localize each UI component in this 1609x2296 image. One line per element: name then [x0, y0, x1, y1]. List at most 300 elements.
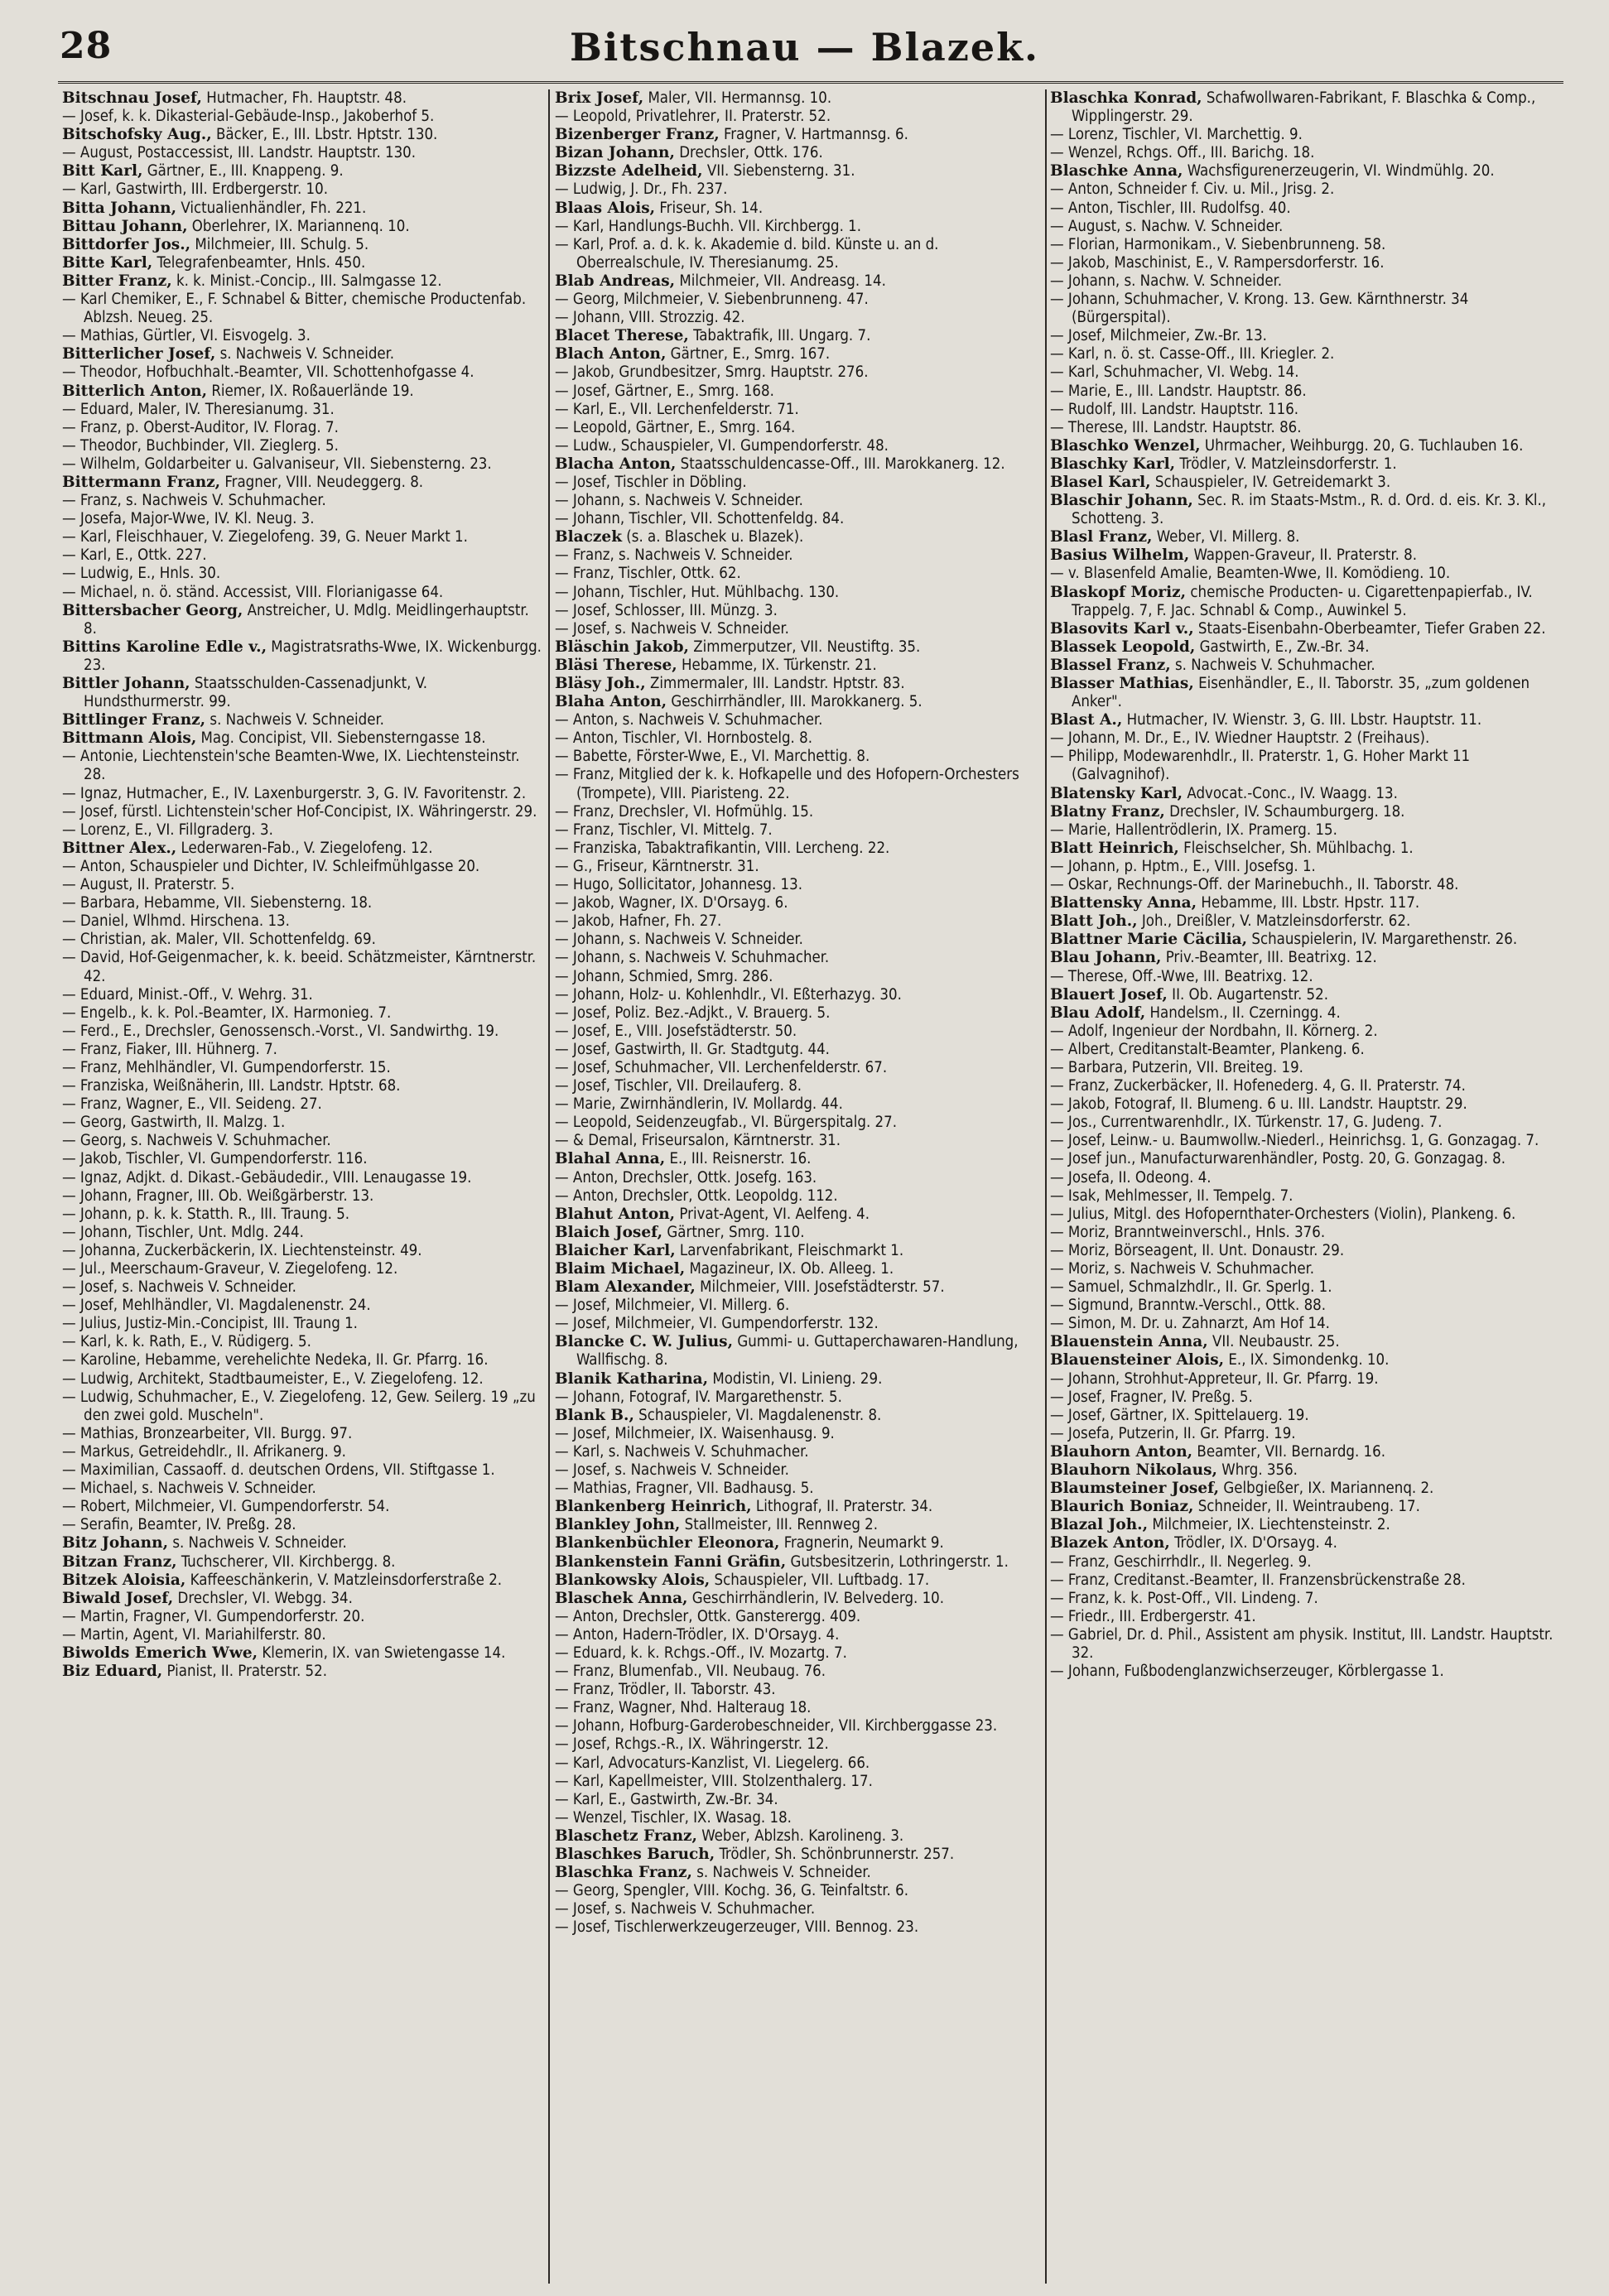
entry-text: — Johann, p. Hptm., E., VIII. Josefsg. 1.: [1050, 857, 1316, 875]
entry-text: — Jakob, Maschinist, E., V. Rampersdorferstr. 16.: [1050, 253, 1385, 272]
directory-entry: [1050, 1407, 1557, 1425]
directory-entry: [62, 912, 542, 931]
entry-text: — Johann, Schuhmacher, V. Krong. 13. Gew. Kärnthnerstr. 34 (Bürgerspital).: [1050, 291, 1469, 327]
directory-entry: [62, 144, 542, 162]
entry-text: — Ignaz, Adjkt. d. Dikast.-Gebäudedir., VIII. Lenaugasse 19.: [62, 1168, 472, 1187]
directory-entry: [62, 1663, 542, 1681]
entry-text: Oberlehrer, IX. Mariannenq. 10.: [187, 217, 410, 235]
entry-text: — Franz, k. k. Post-Off., VII. Lindeng. 7.: [1050, 1589, 1318, 1607]
entry-text: — Jakob, Wagner, IX. D'Orsayg. 6.: [555, 894, 788, 912]
entry-text: — Eduard, Minist.-Off., V. Wehrg. 31.: [62, 985, 313, 1004]
directory-entry: [62, 1498, 542, 1516]
directory-entry: [555, 1150, 1043, 1168]
directory-entry: [62, 638, 542, 675]
entry-text: — Gabriel, Dr. d. Phil., Assistent am physik. Institut, III. Landstr. Hauptstr. 32.: [1050, 1625, 1554, 1662]
directory-entry: [555, 1516, 1043, 1534]
directory-entry: [1050, 218, 1557, 236]
entry-headword: Blaschka Franz,: [555, 1864, 692, 1882]
entry-text: Friseur, Sh. 14.: [655, 199, 764, 217]
directory-entry: [1050, 1242, 1557, 1260]
entry-text: Gastwirth, E., Zw.-Br. 34.: [1195, 638, 1370, 656]
entry-text: — Babette, Förster-Wwe, E., VI. Marchettig. 8.: [555, 748, 870, 766]
directory-entry: [1050, 89, 1557, 126]
directory-entry: [1050, 1663, 1557, 1681]
entry-headword: Blatt Joh.,: [1050, 912, 1138, 931]
directory-entry: [555, 1260, 1043, 1278]
directory-entry: [555, 363, 1043, 382]
entry-text: — Josef, Milchmeier, IX. Waisenhausg. 9.: [555, 1424, 835, 1442]
entry-text: — Josefa, Putzerin, II. Gr. Pfarrg. 19.: [1050, 1424, 1296, 1442]
entry-text: — Moriz, Branntweinverschl., Hnls. 376.: [1050, 1223, 1326, 1241]
directory-entry: [1050, 1498, 1557, 1516]
directory-entry: [62, 327, 542, 345]
directory-entry: [555, 1242, 1043, 1260]
directory-entry: [555, 181, 1043, 199]
directory-entry: [555, 1077, 1043, 1095]
directory-entry: [62, 1370, 542, 1389]
directory-entry: [1050, 1590, 1557, 1608]
directory-entry: [62, 894, 542, 912]
entry-text: — Franz, Tischler, VI. Mittelg. 7.: [555, 821, 773, 839]
entry-text: — Franz, Mitglied der k. k. Hofkapelle und des Hofopern-Orchesters (Trompete), VIII. Piaristeng. 22.: [555, 766, 1019, 802]
directory-entry: [1050, 345, 1557, 363]
directory-entry: [555, 1297, 1043, 1315]
directory-entry: [555, 1407, 1043, 1425]
entry-text: — Leopold, Gärtner, E., Smrg. 164.: [555, 418, 796, 436]
entry-text: — Johann, Fußbodenglanzwichserzeuger, Körblergasse 1.: [1050, 1663, 1444, 1681]
directory-entry: [62, 785, 542, 803]
directory-entry: [555, 565, 1043, 583]
directory-entry: [1050, 1260, 1557, 1278]
directory-entry: [555, 1278, 1043, 1297]
directory-entry: [555, 620, 1043, 638]
entry-text: (s. a. Blaschek u. Blazek).: [622, 528, 804, 546]
entry-headword: Blacet Therese,: [555, 327, 689, 345]
entry-headword: Bitte Karl,: [62, 253, 153, 272]
directory-entry: [555, 162, 1043, 181]
entry-headword: Bizan Johann,: [555, 144, 675, 162]
directory-entry: [555, 345, 1043, 363]
directory-entry: [555, 657, 1043, 675]
page-number: 28: [60, 25, 113, 67]
entry-text: — Franz, Trödler, II. Taborstr. 43.: [555, 1681, 776, 1699]
directory-entry: [1050, 748, 1557, 784]
directory-entry: [1050, 638, 1557, 657]
entry-text: — Jakob, Fotograf, II. Blumeng. 6 u. III. Landstr. Hauptstr. 29.: [1050, 1095, 1467, 1114]
entry-text: Schneider, II. Weintraubeng. 17.: [1193, 1498, 1420, 1516]
entry-text: — Franz, s. Nachweis V. Schneider.: [555, 546, 793, 565]
entry-text: Handelsm., II. Czerningg. 4.: [1145, 1004, 1341, 1022]
directory-entry: [555, 510, 1043, 528]
entry-headword: Blaskopf Moriz,: [1050, 583, 1187, 601]
entry-text: Wappen-Graveur, II. Praterstr. 8.: [1189, 546, 1418, 565]
entry-headword: Bitter Franz,: [62, 272, 172, 290]
entry-text: — Franz, Wagner, E., VII. Seideng. 27.: [62, 1095, 322, 1114]
entry-text: Hebamme, III. Lbstr. Hpstr. 117.: [1197, 894, 1420, 912]
directory-entry: [62, 1590, 542, 1608]
entry-text: Hutmacher, Fh. Hauptstr. 48.: [201, 89, 407, 107]
directory-entry: [62, 162, 542, 181]
entry-text: — Antonie, Liechtenstein'sche Beamten-Wwe, IX. Liechtensteinstr. 28.: [62, 748, 520, 784]
directory-entry: [555, 1370, 1043, 1389]
directory-entry: [1050, 1297, 1557, 1315]
directory-entry: [62, 254, 542, 272]
entry-text: Milchmeier, III. Schulg. 5.: [190, 235, 369, 253]
entry-text: — Leopold, Seidenzeugfab., VI. Bürgerspitalg. 27.: [555, 1114, 897, 1132]
directory-entry: [555, 1023, 1043, 1041]
entry-text: — Robert, Milchmeier, VI. Gumpendorferstr. 54.: [62, 1498, 390, 1516]
directory-entry: [1050, 840, 1557, 858]
entry-headword: Blatensky Karl,: [1050, 784, 1183, 802]
entry-text: — Karoline, Hebamme, verehelichte Nedeka, II. Gr. Pfarrg. 16.: [62, 1351, 489, 1369]
entry-headword: Blaicher Karl,: [555, 1241, 676, 1259]
entry-text: — Karl Chemiker, E., F. Schnabel & Bitter, chemische Productenfab. Ablzsh. Neueg. 25.: [62, 291, 527, 327]
directory-entry: [555, 1735, 1043, 1754]
entry-headword: Blaumsteiner Josef,: [1050, 1480, 1220, 1498]
directory-entry: [62, 1150, 542, 1168]
entry-text: Privat-Agent, VI. Aelfeng. 4.: [675, 1205, 870, 1223]
entry-text: — Josef, Gärtner, IX. Spittelauerg. 19.: [1050, 1406, 1309, 1424]
directory-entry: [1050, 657, 1557, 675]
entry-headword: Blankenberg Heinrich,: [555, 1498, 752, 1516]
entry-text: — Ignaz, Hutmacher, E., IV. Laxenburgerstr. 3, G. IV. Favoritenstr. 2.: [62, 784, 527, 802]
entry-text: — v. Blasenfeld Amalie, Beamten-Wwe, II. Komödieng. 10.: [1050, 565, 1451, 583]
entry-headword: Blancke C. W. Julius,: [555, 1333, 734, 1351]
entry-text: — Johann, Tischler, Hut. Mühlbachg. 130.: [555, 583, 840, 601]
entry-text: — Franz, Blumenfab., VII. Neubaug. 76.: [555, 1663, 826, 1681]
entry-text: — Rudolf, III. Landstr. Hauptstr. 116.: [1050, 400, 1299, 418]
entry-text: — Moriz, Börseagent, II. Unt. Donaustr. 29.: [1050, 1241, 1345, 1259]
entry-text: Magistratsraths-Wwe, IX. Wickenburgg. 23.: [84, 638, 542, 674]
entry-text: — Georg, Spengler, VIII. Kochg. 36, G. Teinfaltstr. 6.: [555, 1882, 908, 1900]
directory-entry: [555, 1224, 1043, 1242]
entry-text: — Mathias, Fragner, VII. Badhausg. 5.: [555, 1480, 814, 1498]
directory-entry: [1050, 1095, 1557, 1114]
directory-entry: [62, 1242, 542, 1260]
directory-entry: [555, 309, 1043, 327]
directory-entry: [1050, 1425, 1557, 1443]
directory-entry: [555, 840, 1043, 858]
entry-text: — Franz, Drechsler, VI. Hofmühlg. 15.: [555, 802, 814, 821]
entry-headword: Blasel Karl,: [1050, 473, 1151, 491]
entry-headword: Biz Eduard,: [62, 1663, 163, 1681]
directory-entry: [555, 1699, 1043, 1717]
entry-text: — Eduard, Maler, IV. Theresianumg. 31.: [62, 400, 335, 418]
entry-text: — August, s. Nachw. V. Schneider.: [1050, 217, 1284, 235]
entry-text: — Johann, Tischler, Unt. Mdlg. 244.: [62, 1223, 304, 1241]
entry-text: Fragnerin, Neumarkt 9.: [779, 1534, 944, 1552]
entry-headword: Blankenstein Fanni Gräfin,: [555, 1552, 787, 1571]
directory-entry: [62, 291, 542, 327]
entry-text: Staats-Eisenbahn-Oberbeamter, Tiefer Graben 22.: [1193, 619, 1546, 638]
entry-headword: Blattensky Anna,: [1050, 894, 1197, 912]
entry-headword: Blauert Josef,: [1050, 985, 1168, 1004]
entry-text: — Josef, Fragner, IV. Preßg. 5.: [1050, 1388, 1253, 1406]
directory-entry: [62, 840, 542, 858]
entry-text: Zimmerputzer, VII. Neustiftg. 35.: [688, 638, 921, 656]
directory-entry: [1050, 565, 1557, 583]
directory-entry: [555, 1041, 1043, 1059]
entry-headword: Blau Adolf,: [1050, 1004, 1146, 1022]
entry-text: Gutsbesitzerin, Lothringerstr. 1.: [786, 1552, 1009, 1571]
entry-headword: Bittdorfer Jos.,: [62, 235, 191, 253]
entry-text: Victualienhändler, Fh. 221.: [176, 199, 367, 217]
directory-entry: [1050, 858, 1557, 876]
directory-entry: [555, 803, 1043, 821]
entry-text: — Karl, s. Nachweis V. Schuhmacher.: [555, 1442, 809, 1461]
directory-entry: [555, 1827, 1043, 1846]
entry-text: — Michael, s. Nachweis V. Schneider.: [62, 1480, 316, 1498]
directory-entry: [62, 876, 542, 894]
directory-entry: [62, 181, 542, 199]
entry-text: — Wenzel, Tischler, IX. Wasag. 18.: [555, 1808, 792, 1827]
entry-headword: Blazal Joh.,: [1050, 1516, 1149, 1534]
directory-entry: [1050, 912, 1557, 931]
entry-text: — Therese, Off.-Wwe, III. Beatrixg. 12.: [1050, 967, 1313, 985]
directory-entry: [62, 492, 542, 510]
entry-text: — Johann, M. Dr., E., IV. Wiedner Hauptstr. 2 (Freihaus).: [1050, 729, 1430, 748]
entry-text: — Josef, k. k. Dikasterial-Gebäude-Insp., Jakoberhof 5.: [62, 108, 435, 126]
directory-entry: [62, 1004, 542, 1023]
directory-entry: [1050, 1608, 1557, 1626]
directory-entry: [62, 546, 542, 565]
entry-text: — Josef, Gastwirth, II. Gr. Stadtgutg. 44.: [555, 1040, 830, 1058]
directory-entry: [62, 803, 542, 821]
entry-text: — Marie, E., III. Landstr. Hauptstr. 86.: [1050, 382, 1307, 400]
entry-text: — Therese, III. Landstr. Hauptstr. 86.: [1050, 418, 1302, 436]
entry-text: — Karl, k. k. Rath, E., V. Rüdigerg. 5.: [62, 1333, 311, 1351]
entry-text: — Ferd., E., Drechsler, Genossensch.-Vorst., VI. Sandwirthg. 19.: [62, 1022, 499, 1040]
entry-headword: Blaurich Boniaz,: [1050, 1498, 1194, 1516]
directory-entry: [555, 1626, 1043, 1644]
directory-entry: [62, 89, 542, 108]
entry-text: — Engelb., k. k. Pol.-Beamter, IX. Harmonieg. 7.: [62, 1004, 392, 1022]
entry-text: E., III. Reisnerstr. 16.: [665, 1150, 812, 1168]
directory-entry: [555, 1169, 1043, 1187]
entry-headword: Blaha Anton,: [555, 693, 667, 711]
entry-text: Gärtner, E., III. Knappeng. 9.: [142, 162, 344, 181]
directory-entry: [62, 1425, 542, 1443]
entry-text: — Josef, Leinw.- u. Baumwollw.-Niederl., Heinrichsg. 1, G. Gonzagag. 7.: [1050, 1132, 1539, 1150]
entry-text: Drechsler, Ottk. 176.: [674, 144, 823, 162]
directory-entry: [62, 401, 542, 419]
entry-headword: Bitta Johann,: [62, 199, 177, 217]
directory-entry: [1050, 584, 1557, 620]
entry-text: Weber, Ablzsh. Karolineng. 3.: [696, 1827, 904, 1845]
column-divider: [548, 89, 550, 2284]
entry-text: — Johann, Schmied, Smrg. 286.: [555, 967, 773, 985]
directory-entry: [62, 986, 542, 1004]
directory-entry: [1050, 419, 1557, 437]
directory-entry: [555, 327, 1043, 345]
entry-text: — Karl, Gastwirth, III. Erdbergerstr. 10.: [62, 181, 328, 199]
directory-entry: [555, 528, 1043, 546]
directory-entry: [555, 1681, 1043, 1699]
entry-headword: Blaim Michael,: [555, 1260, 686, 1278]
directory-entry: [62, 748, 542, 784]
entry-text: — Jul., Meerschaum-Graveur, V. Ziegelofeng. 12.: [62, 1260, 398, 1278]
directory-entry: [555, 383, 1043, 401]
entry-text: s. Nachweis V. Schneider.: [691, 1864, 871, 1882]
directory-entry: [62, 1351, 542, 1369]
entry-headword: Bitzan Franz,: [62, 1552, 177, 1571]
entry-text: — Franz, Fiaker, III. Hühnerg. 7.: [62, 1040, 277, 1058]
directory-entry: [62, 126, 542, 144]
entry-text: Staatsschulden-Cassenadjunkt, V. Hundsthurmerstr. 99.: [84, 675, 427, 711]
entry-text: — Marie, Hallentrödlerin, IX. Pramerg. 15.: [1050, 821, 1337, 839]
directory-entry: [1050, 363, 1557, 382]
directory-entry: [62, 1187, 542, 1206]
directory-entry: [62, 1095, 542, 1114]
entry-text: — G., Friseur, Kärntnerstr. 31.: [555, 857, 759, 875]
entry-headword: Biwolds Emerich Wwe,: [62, 1644, 258, 1662]
entry-text: — Theodor, Hofbuchhalt.-Beamter, VII. Schottenhofgasse 4.: [62, 363, 475, 382]
directory-entry: [555, 602, 1043, 620]
entry-text: Klemerin, IX. van Swietengasse 14.: [258, 1644, 506, 1662]
entry-headword: Blaschkes Baruch,: [555, 1846, 715, 1863]
entry-text: — Albert, Creditanstalt-Beamter, Plankeng. 6.: [1050, 1040, 1365, 1058]
directory-entry: [62, 1169, 542, 1187]
entry-text: Pianist, II. Praterstr. 52.: [162, 1663, 327, 1681]
entry-text: — Anton, Hadern-Trödler, IX. D'Orsayg. 4.: [555, 1625, 840, 1644]
entry-headword: Blaschko Wenzel,: [1050, 436, 1201, 455]
directory-entry: [1050, 1534, 1557, 1552]
directory-entry: [62, 1023, 542, 1041]
entry-text: — Jakob, Grundbesitzer, Smrg. Hauptstr. 276.: [555, 363, 869, 382]
directory-entry: [62, 236, 542, 254]
entry-text: Kaffeeschänkerin, V. Matzleinsdorferstraße 2.: [185, 1571, 503, 1589]
directory-entry: [1050, 1315, 1557, 1333]
directory-entry: [555, 218, 1043, 236]
entry-headword: Blaschka Konrad,: [1050, 89, 1202, 107]
directory-entry: [555, 1572, 1043, 1590]
directory-entry: [555, 1534, 1043, 1552]
entry-headword: Bläschin Jakob,: [555, 638, 689, 656]
directory-entry: [1050, 1023, 1557, 1041]
directory-entry: [62, 455, 542, 474]
entry-headword: Blaczek: [555, 528, 623, 546]
entry-text: — Johann, Tischler, VII. Schottenfeldg. 84.: [555, 510, 845, 528]
directory-entry: [62, 363, 542, 382]
entry-text: chemische Producten- u. Cigarettenpapierfab., IV. Trappelg. 7, F. Jac. Schnabl & Comp., Auwinkel 5.: [1072, 583, 1533, 619]
entry-text: s. Nachweis V. Schuhmacher.: [1170, 656, 1375, 674]
entry-text: — Anton, Drechsler, Ottk. Leopoldg. 112.: [555, 1187, 838, 1205]
directory-entry: [555, 474, 1043, 492]
entry-headword: Basius Wilhelm,: [1050, 546, 1190, 565]
entry-text: — Josef, Tischler in Döbling.: [555, 473, 747, 491]
entry-text: — Theodor, Buchbinder, VII. Zieglerg. 5.: [62, 436, 339, 455]
directory-entry: [62, 510, 542, 528]
directory-entry: [62, 528, 542, 546]
entry-headword: Bitschofsky Aug.,: [62, 126, 212, 144]
entry-text: — Josef, Milchmeier, VI. Gumpendorferstr. 132.: [555, 1315, 879, 1333]
entry-text: — Barbara, Putzerin, VII. Breiteg. 19.: [1050, 1058, 1303, 1076]
directory-entry: [555, 401, 1043, 419]
entry-text: — Anton, s. Nachweis V. Schuhmacher.: [555, 711, 823, 729]
entry-text: — Josefa, Major-Wwe, IV. Kl. Neug. 3.: [62, 510, 315, 528]
directory-entry: [62, 931, 542, 949]
entry-text: — Isak, Mehlmesser, II. Tempelg. 7.: [1050, 1187, 1293, 1205]
entry-text: E., IX. Simondenkg. 10.: [1224, 1351, 1390, 1369]
entry-text: — Anton, Drechsler, Ottk. Gansterergg. 409.: [555, 1607, 861, 1625]
entry-headword: Blauhorn Anton,: [1050, 1442, 1193, 1461]
entry-headword: Blaschetz Franz,: [555, 1827, 697, 1845]
entry-text: — Ludwig, Architekt, Stadtbaumeister, E., V. Ziegelofeng. 12.: [62, 1369, 484, 1388]
directory-entry: [62, 1644, 542, 1663]
directory-entry: [555, 546, 1043, 565]
directory-entry: [1050, 181, 1557, 199]
directory-entry: [555, 931, 1043, 949]
entry-text: Maler, VII. Hermannsg. 10.: [643, 89, 832, 107]
directory-entry: [555, 272, 1043, 291]
entry-headword: Bittermann Franz,: [62, 473, 221, 491]
directory-entry: [555, 711, 1043, 729]
entry-text: Anstreicher, U. Mdlg. Meidlingerhauptstr. 8.: [84, 601, 529, 638]
directory-entry: [555, 1644, 1043, 1663]
entry-text: — Josef, s. Nachweis V. Schneider.: [62, 1278, 296, 1297]
directory-entry: [1050, 968, 1557, 986]
directory-entry: [62, 602, 542, 638]
directory-entry: [555, 1333, 1043, 1369]
directory-entry: [1050, 474, 1557, 492]
directory-entry: [1050, 1626, 1557, 1663]
entry-headword: Bitterlich Anton,: [62, 382, 208, 400]
entry-text: — Anton, Tischler, VI. Hornbostelg. 8.: [555, 729, 812, 748]
entry-text: — Josef, Poliz. Bez.-Adjkt., V. Brauerg. 5.: [555, 1004, 831, 1022]
entry-text: — Karl, Advocaturs-Kanzlist, VI. Liegelerg. 66.: [555, 1754, 870, 1772]
directory-entry: [62, 1260, 542, 1278]
directory-entry: [555, 1132, 1043, 1150]
directory-entry: [62, 565, 542, 583]
entry-text: — Karl, Fleischhauer, V. Ziegelofeng. 39, G. Neuer Markt 1.: [62, 528, 468, 546]
entry-text: — Karl, Handlungs-Buchh. VII. Kirchbergg. 1.: [555, 217, 862, 235]
directory-entry: [1050, 1206, 1557, 1224]
entry-text: — Johann, VIII. Strozzig. 42.: [555, 309, 745, 327]
entry-text: — Florian, Harmonikam., V. Siebenbrunneng. 58.: [1050, 235, 1386, 253]
entry-text: VII. Neubaustr. 25.: [1207, 1333, 1340, 1351]
entry-text: Drechsler, IV. Schaumburgerg. 18.: [1164, 802, 1405, 821]
entry-text: Schauspieler, IV. Getreidemarkt 3.: [1150, 473, 1391, 491]
entry-headword: Bittins Karoline Edle v.,: [62, 638, 267, 656]
directory-entry: [1050, 528, 1557, 546]
entry-text: — Johann, s. Nachweis V. Schneider.: [555, 931, 803, 949]
directory-entry: [62, 1443, 542, 1461]
directory-entry: [555, 748, 1043, 766]
directory-entry: [1050, 126, 1557, 144]
directory-entry: [62, 1278, 542, 1297]
directory-entry: [1050, 162, 1557, 181]
entry-text: — Ludwig, J. Dr., Fh. 237.: [555, 181, 728, 199]
entry-headword: Bitterlicher Josef,: [62, 345, 216, 363]
entry-text: — Franz, Tischler, Ottk. 62.: [555, 565, 741, 583]
directory-entry: [62, 1077, 542, 1095]
entry-headword: Blanik Katharina,: [555, 1369, 709, 1388]
directory-entry: [555, 1315, 1043, 1333]
entry-headword: Blahal Anna,: [555, 1150, 666, 1168]
directory-entry: [555, 236, 1043, 272]
entry-headword: Bizzste Adelheid,: [555, 162, 703, 181]
entry-headword: Bittau Johann,: [62, 217, 188, 235]
entry-headword: Blaschek Anna,: [555, 1589, 688, 1607]
directory-entry: [1050, 1059, 1557, 1077]
entry-headword: Blankowsky Alois,: [555, 1571, 711, 1589]
directory-entry: [555, 912, 1043, 931]
entry-text: — Ludwig, E., Hnls. 30.: [62, 565, 221, 583]
entry-text: — August, II. Praterstr. 5.: [62, 876, 235, 894]
directory-entry: [555, 1773, 1043, 1791]
directory-entry: [555, 1425, 1043, 1443]
entry-text: Gummi- u. Guttaperchawaren-Handlung, Wallfischg. 8.: [576, 1333, 1019, 1369]
